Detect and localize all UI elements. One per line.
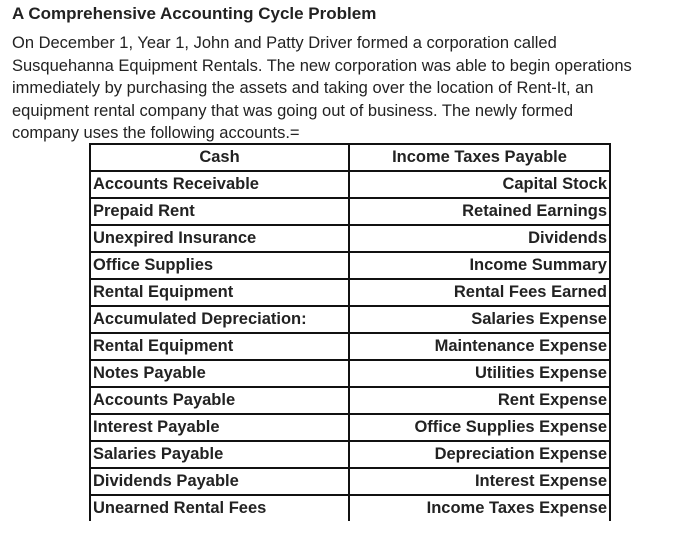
table-row [90, 387, 610, 414]
table-row [90, 333, 610, 360]
intro-paragraph [12, 32, 692, 145]
account-cell-right: Rental Fees Earned [349, 279, 610, 306]
account-cell-right: Salaries Expense [349, 306, 610, 333]
account-cell-left: Cash [90, 144, 349, 171]
table-row [90, 468, 610, 495]
account-cell-right: Depreciation Expense [349, 441, 610, 468]
account-cell-left: Prepaid Rent [90, 198, 349, 225]
page-title: A Comprehensive Accounting Cycle Problem [12, 4, 377, 23]
table-row [90, 306, 610, 333]
account-cell-right: Dividends [349, 225, 610, 252]
table-row [90, 171, 610, 198]
account-cell-left: Accumulated Depreciation: [90, 306, 349, 333]
account-cell-right: Office Supplies Expense [349, 414, 610, 441]
account-cell-left: Accounts Payable [90, 387, 349, 414]
table-row [90, 225, 610, 252]
account-cell-right: Interest Expense [349, 468, 610, 495]
table-row [90, 279, 610, 306]
account-cell-left: Rental Equipment [90, 333, 349, 360]
account-cell-right: Income Taxes Expense [349, 495, 610, 521]
account-cell-right: Rent Expense [349, 387, 610, 414]
table-row [90, 495, 610, 521]
table-row [90, 198, 610, 225]
table-row [90, 360, 610, 387]
intro-line: On December 1, Year 1, John and Patty Driver formed a corporation called [12, 34, 557, 52]
account-cell-right: Utilities Expense [349, 360, 610, 387]
account-cell-left: Unexpired Insurance [90, 225, 349, 252]
accounts-table [89, 143, 611, 521]
account-cell-left: Dividends Payable [90, 468, 349, 495]
intro-line: equipment rental company that was going out of business. The newly formed [12, 101, 574, 120]
account-cell-left: Unearned Rental Fees [90, 495, 349, 521]
account-cell-right: Income Summary [349, 252, 610, 279]
account-cell-right: Capital Stock [349, 171, 610, 198]
account-cell-right: Income Taxes Payable [349, 144, 610, 171]
account-cell-left: Interest Payable [90, 414, 349, 441]
account-cell-left: Notes Payable [90, 360, 349, 387]
account-cell-right: Retained Earnings [349, 198, 610, 225]
table-row [90, 441, 610, 468]
intro-line: Susquehanna Equipment Rentals. The new corporation was able to begin operations [12, 56, 632, 75]
account-cell-left: Accounts Receivable [90, 171, 349, 198]
intro-line: company uses the following accounts.= [12, 124, 300, 143]
account-cell-left: Office Supplies [90, 252, 349, 279]
intro-line: immediately by purchasing the assets and taking over the location of Rent-It, an [12, 79, 594, 98]
account-cell-left: Rental Equipment [90, 279, 349, 306]
table-row [90, 414, 610, 441]
table-row [90, 252, 610, 279]
table-row [90, 144, 610, 171]
account-cell-right: Maintenance Expense [349, 333, 610, 360]
account-cell-left: Salaries Payable [90, 441, 349, 468]
